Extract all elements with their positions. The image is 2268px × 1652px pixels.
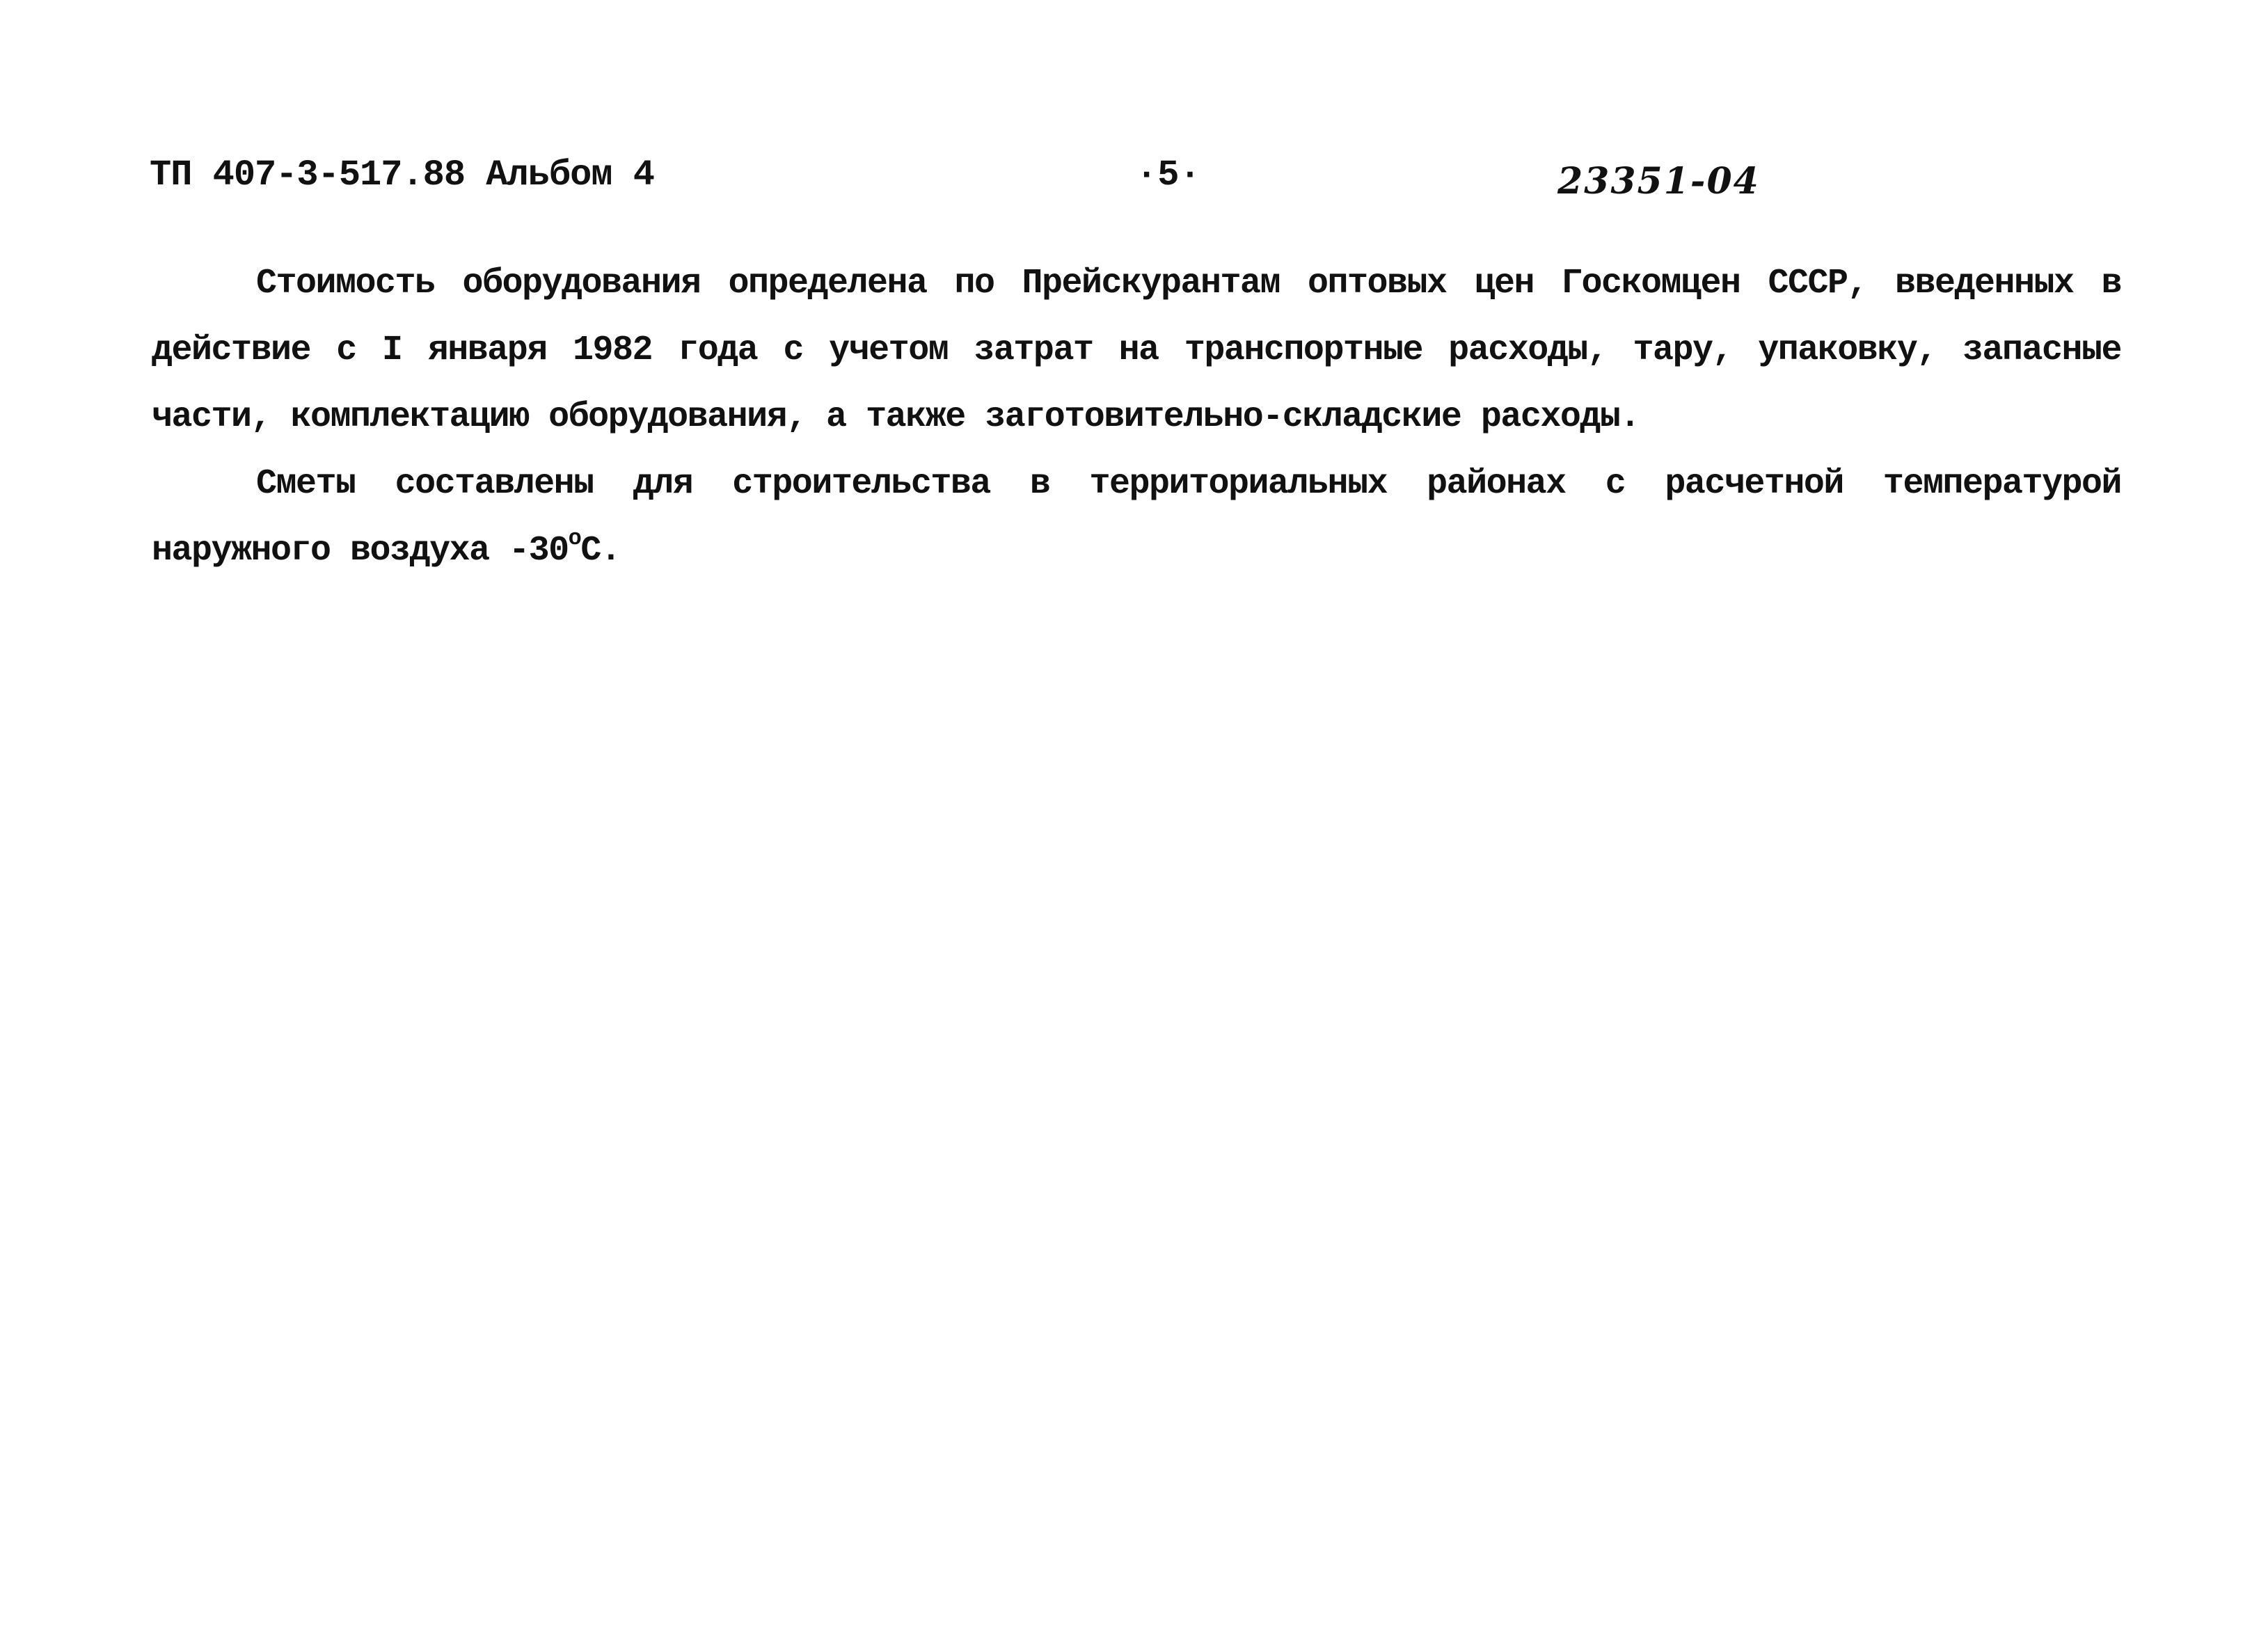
degree-sign: о bbox=[568, 525, 581, 551]
body-text bbox=[152, 251, 2121, 585]
page-number: ·5· bbox=[1136, 154, 1201, 196]
paragraph-estimates-text: Сметы составлены для строительства в территориальных районах с расчетной температурой наружного воздуха -30 bbox=[152, 464, 2121, 571]
paragraph-equipment-cost: Стоимость оборудования определена по Прейскурантам оптовых цен Госкомцен СССР, введенных в действие с I января 1982 года с учетом затрат на транспортные расходы, тару, упаковку, запасные части, комплектацию оборудования, а также заготовительно-складские расходы. bbox=[152, 264, 2121, 437]
paragraph-estimates-end: С. bbox=[580, 531, 621, 571]
document-code: ТП 407-3-517.88 Альбом 4 bbox=[150, 154, 654, 196]
inventory-number: 23351-04 bbox=[1557, 160, 1760, 202]
paragraph-estimates bbox=[152, 451, 2121, 585]
